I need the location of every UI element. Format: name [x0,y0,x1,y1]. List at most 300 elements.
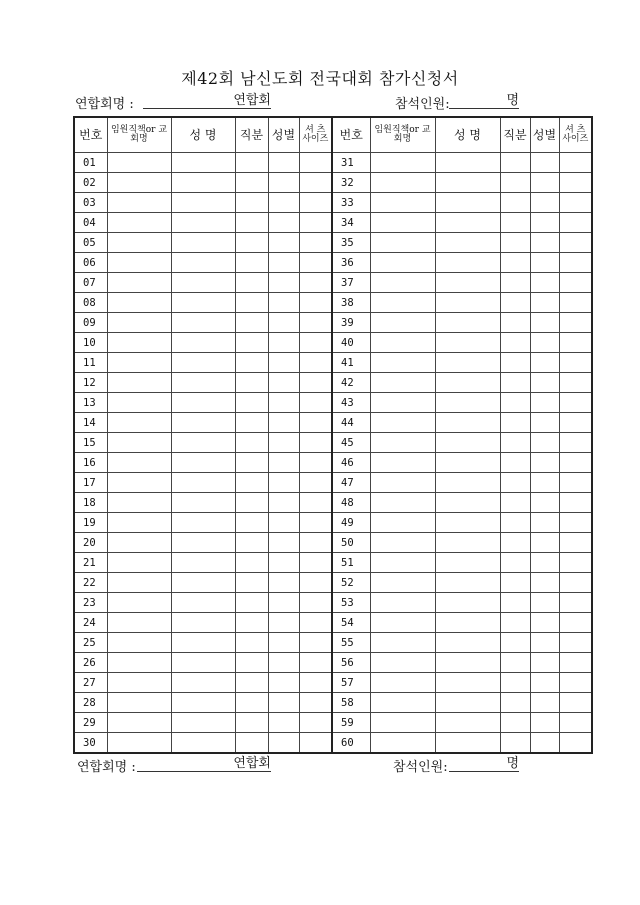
role-cell[interactable] [107,453,171,473]
shirt-size-cell[interactable] [299,313,332,333]
attendance-field[interactable]: 명 [449,93,519,109]
position-cell[interactable] [235,293,268,313]
shirt-size-cell[interactable] [299,273,332,293]
shirt-size-cell[interactable] [299,733,332,754]
shirt-size-cell[interactable] [299,373,332,393]
gender-cell[interactable] [268,693,299,713]
shirt-size-cell[interactable] [299,173,332,193]
role-cell[interactable] [370,533,435,553]
shirt-size-cell[interactable] [299,513,332,533]
gender-cell[interactable] [268,653,299,673]
role-cell[interactable] [370,253,435,273]
position-cell[interactable] [235,593,268,613]
gender-cell[interactable] [530,393,559,413]
shirt-size-cell[interactable] [299,673,332,693]
shirt-size-cell[interactable] [299,713,332,733]
role-cell[interactable] [107,293,171,313]
role-cell[interactable] [370,653,435,673]
gender-cell[interactable] [530,493,559,513]
position-cell[interactable] [235,313,268,333]
name-cell[interactable] [435,313,500,333]
position-cell[interactable] [500,733,530,754]
position-cell[interactable] [500,573,530,593]
gender-cell[interactable] [268,413,299,433]
role-cell[interactable] [107,653,171,673]
name-cell[interactable] [435,573,500,593]
position-cell[interactable] [235,413,268,433]
position-cell[interactable] [235,693,268,713]
name-cell[interactable] [171,553,235,573]
position-cell[interactable] [500,433,530,453]
position-cell[interactable] [235,393,268,413]
role-cell[interactable] [107,433,171,453]
gender-cell[interactable] [268,353,299,373]
role-cell[interactable] [370,673,435,693]
position-cell[interactable] [235,433,268,453]
gender-cell[interactable] [268,333,299,353]
shirt-size-cell[interactable] [559,613,592,633]
role-cell[interactable] [107,473,171,493]
role-cell[interactable] [370,633,435,653]
role-cell[interactable] [107,193,171,213]
shirt-size-cell[interactable] [299,593,332,613]
gender-cell[interactable] [530,213,559,233]
name-cell[interactable] [435,273,500,293]
name-cell[interactable] [171,493,235,513]
gender-cell[interactable] [530,233,559,253]
position-cell[interactable] [500,373,530,393]
role-cell[interactable] [370,593,435,613]
shirt-size-cell[interactable] [299,553,332,573]
role-cell[interactable] [107,553,171,573]
gender-cell[interactable] [268,173,299,193]
name-cell[interactable] [435,673,500,693]
shirt-size-cell[interactable] [299,413,332,433]
name-cell[interactable] [435,553,500,573]
position-cell[interactable] [500,193,530,213]
position-cell[interactable] [235,673,268,693]
position-cell[interactable] [235,733,268,754]
role-cell[interactable] [370,293,435,313]
name-cell[interactable] [171,253,235,273]
shirt-size-cell[interactable] [299,613,332,633]
shirt-size-cell[interactable] [559,373,592,393]
shirt-size-cell[interactable] [559,473,592,493]
position-cell[interactable] [500,613,530,633]
gender-cell[interactable] [530,193,559,213]
gender-cell[interactable] [268,713,299,733]
gender-cell[interactable] [530,633,559,653]
role-cell[interactable] [370,233,435,253]
name-cell[interactable] [435,493,500,513]
shirt-size-cell[interactable] [559,393,592,413]
name-cell[interactable] [435,253,500,273]
name-cell[interactable] [171,393,235,413]
position-cell[interactable] [235,153,268,173]
role-cell[interactable] [370,573,435,593]
shirt-size-cell[interactable] [559,153,592,173]
name-cell[interactable] [435,233,500,253]
name-cell[interactable] [171,213,235,233]
gender-cell[interactable] [530,613,559,633]
role-cell[interactable] [370,433,435,453]
position-cell[interactable] [235,613,268,633]
role-cell[interactable] [107,353,171,373]
position-cell[interactable] [235,493,268,513]
position-cell[interactable] [500,513,530,533]
gender-cell[interactable] [268,493,299,513]
name-cell[interactable] [171,433,235,453]
name-cell[interactable] [171,633,235,653]
shirt-size-cell[interactable] [559,593,592,613]
gender-cell[interactable] [530,573,559,593]
gender-cell[interactable] [268,233,299,253]
position-cell[interactable] [500,413,530,433]
role-cell[interactable] [370,353,435,373]
shirt-size-cell[interactable] [559,733,592,754]
shirt-size-cell[interactable] [559,513,592,533]
gender-cell[interactable] [268,153,299,173]
position-cell[interactable] [235,193,268,213]
shirt-size-cell[interactable] [559,433,592,453]
gender-cell[interactable] [268,553,299,573]
name-cell[interactable] [171,693,235,713]
shirt-size-cell[interactable] [299,633,332,653]
shirt-size-cell[interactable] [299,433,332,453]
role-cell[interactable] [107,313,171,333]
shirt-size-cell[interactable] [559,333,592,353]
name-cell[interactable] [171,573,235,593]
role-cell[interactable] [370,153,435,173]
position-cell[interactable] [500,153,530,173]
shirt-size-cell[interactable] [299,253,332,273]
role-cell[interactable] [107,253,171,273]
shirt-size-cell[interactable] [299,533,332,553]
role-cell[interactable] [107,613,171,633]
gender-cell[interactable] [268,573,299,593]
role-cell[interactable] [370,733,435,754]
position-cell[interactable] [500,253,530,273]
role-cell[interactable] [370,473,435,493]
gender-cell[interactable] [268,473,299,493]
role-cell[interactable] [107,173,171,193]
gender-cell[interactable] [530,453,559,473]
name-cell[interactable] [171,333,235,353]
gender-cell[interactable] [530,473,559,493]
gender-cell[interactable] [530,293,559,313]
shirt-size-cell[interactable] [559,713,592,733]
position-cell[interactable] [235,373,268,393]
name-cell[interactable] [435,373,500,393]
gender-cell[interactable] [530,533,559,553]
gender-cell[interactable] [268,593,299,613]
name-cell[interactable] [171,353,235,373]
shirt-size-cell[interactable] [559,553,592,573]
position-cell[interactable] [500,553,530,573]
shirt-size-cell[interactable] [559,653,592,673]
gender-cell[interactable] [268,373,299,393]
name-cell[interactable] [435,193,500,213]
name-cell[interactable] [171,673,235,693]
name-cell[interactable] [171,613,235,633]
name-cell[interactable] [171,533,235,553]
shirt-size-cell[interactable] [299,573,332,593]
role-cell[interactable] [370,513,435,533]
role-cell[interactable] [370,413,435,433]
position-cell[interactable] [500,173,530,193]
name-cell[interactable] [171,713,235,733]
role-cell[interactable] [370,313,435,333]
gender-cell[interactable] [530,713,559,733]
gender-cell[interactable] [530,353,559,373]
role-cell[interactable] [107,213,171,233]
position-cell[interactable] [235,233,268,253]
shirt-size-cell[interactable] [559,293,592,313]
gender-cell[interactable] [530,513,559,533]
name-cell[interactable] [171,193,235,213]
gender-cell[interactable] [530,373,559,393]
position-cell[interactable] [500,493,530,513]
name-cell[interactable] [435,393,500,413]
name-cell[interactable] [435,653,500,673]
union-field[interactable]: 연합회 [143,93,271,109]
shirt-size-cell[interactable] [299,453,332,473]
role-cell[interactable] [107,373,171,393]
position-cell[interactable] [500,213,530,233]
role-cell[interactable] [107,693,171,713]
shirt-size-cell[interactable] [559,693,592,713]
shirt-size-cell[interactable] [559,233,592,253]
role-cell[interactable] [107,733,171,754]
position-cell[interactable] [235,513,268,533]
position-cell[interactable] [235,273,268,293]
position-cell[interactable] [500,353,530,373]
role-cell[interactable] [107,233,171,253]
name-cell[interactable] [435,693,500,713]
gender-cell[interactable] [268,673,299,693]
shirt-size-cell[interactable] [299,333,332,353]
gender-cell[interactable] [530,733,559,754]
gender-cell[interactable] [268,313,299,333]
shirt-size-cell[interactable] [559,253,592,273]
name-cell[interactable] [435,713,500,733]
shirt-size-cell[interactable] [299,213,332,233]
position-cell[interactable] [235,173,268,193]
name-cell[interactable] [171,153,235,173]
gender-cell[interactable] [530,333,559,353]
shirt-size-cell[interactable] [559,213,592,233]
position-cell[interactable] [235,333,268,353]
position-cell[interactable] [235,253,268,273]
position-cell[interactable] [235,533,268,553]
role-cell[interactable] [107,393,171,413]
shirt-size-cell[interactable] [559,633,592,653]
role-cell[interactable] [107,513,171,533]
name-cell[interactable] [435,633,500,653]
shirt-size-cell[interactable] [559,193,592,213]
role-cell[interactable] [107,413,171,433]
shirt-size-cell[interactable] [559,173,592,193]
name-cell[interactable] [171,413,235,433]
role-cell[interactable] [370,373,435,393]
position-cell[interactable] [235,573,268,593]
shirt-size-cell[interactable] [559,273,592,293]
role-cell[interactable] [107,493,171,513]
shirt-size-cell[interactable] [299,353,332,373]
name-cell[interactable] [171,593,235,613]
position-cell[interactable] [235,653,268,673]
role-cell[interactable] [107,153,171,173]
position-cell[interactable] [235,453,268,473]
role-cell[interactable] [107,593,171,613]
gender-cell[interactable] [530,253,559,273]
shirt-size-cell[interactable] [299,473,332,493]
role-cell[interactable] [107,573,171,593]
name-cell[interactable] [171,733,235,754]
position-cell[interactable] [500,233,530,253]
shirt-size-cell[interactable] [299,393,332,413]
position-cell[interactable] [235,213,268,233]
name-cell[interactable] [171,293,235,313]
gender-cell[interactable] [268,293,299,313]
name-cell[interactable] [435,593,500,613]
name-cell[interactable] [435,533,500,553]
gender-cell[interactable] [268,533,299,553]
name-cell[interactable] [171,473,235,493]
gender-cell[interactable] [268,393,299,413]
shirt-size-cell[interactable] [299,233,332,253]
name-cell[interactable] [171,313,235,333]
role-cell[interactable] [370,453,435,473]
gender-cell[interactable] [530,413,559,433]
position-cell[interactable] [500,273,530,293]
position-cell[interactable] [500,293,530,313]
gender-cell[interactable] [530,173,559,193]
shirt-size-cell[interactable] [299,193,332,213]
shirt-size-cell[interactable] [299,153,332,173]
position-cell[interactable] [500,713,530,733]
position-cell[interactable] [500,453,530,473]
shirt-size-cell[interactable] [559,493,592,513]
role-cell[interactable] [370,693,435,713]
position-cell[interactable] [500,393,530,413]
role-cell[interactable] [370,393,435,413]
name-cell[interactable] [435,473,500,493]
position-cell[interactable] [500,653,530,673]
gender-cell[interactable] [530,653,559,673]
role-cell[interactable] [107,673,171,693]
name-cell[interactable] [435,353,500,373]
position-cell[interactable] [500,593,530,613]
position-cell[interactable] [500,673,530,693]
gender-cell[interactable] [530,273,559,293]
name-cell[interactable] [435,153,500,173]
role-cell[interactable] [370,193,435,213]
gender-cell[interactable] [530,553,559,573]
gender-cell[interactable] [268,253,299,273]
position-cell[interactable] [235,473,268,493]
role-cell[interactable] [107,713,171,733]
name-cell[interactable] [435,213,500,233]
position-cell[interactable] [235,713,268,733]
gender-cell[interactable] [530,593,559,613]
name-cell[interactable] [435,333,500,353]
shirt-size-cell[interactable] [299,493,332,513]
gender-cell[interactable] [530,673,559,693]
gender-cell[interactable] [268,273,299,293]
name-cell[interactable] [435,733,500,754]
name-cell[interactable] [435,613,500,633]
name-cell[interactable] [171,453,235,473]
name-cell[interactable] [171,273,235,293]
role-cell[interactable] [107,633,171,653]
shirt-size-cell[interactable] [559,313,592,333]
shirt-size-cell[interactable] [559,413,592,433]
position-cell[interactable] [500,333,530,353]
gender-cell[interactable] [268,213,299,233]
role-cell[interactable] [370,213,435,233]
position-cell[interactable] [500,693,530,713]
name-cell[interactable] [435,513,500,533]
gender-cell[interactable] [268,633,299,653]
shirt-size-cell[interactable] [299,293,332,313]
role-cell[interactable] [370,713,435,733]
position-cell[interactable] [500,313,530,333]
gender-cell[interactable] [268,453,299,473]
name-cell[interactable] [171,173,235,193]
shirt-size-cell[interactable] [559,453,592,473]
gender-cell[interactable] [268,733,299,754]
role-cell[interactable] [370,173,435,193]
position-cell[interactable] [235,353,268,373]
name-cell[interactable] [435,173,500,193]
position-cell[interactable] [500,633,530,653]
role-cell[interactable] [370,273,435,293]
gender-cell[interactable] [530,433,559,453]
name-cell[interactable] [435,293,500,313]
shirt-size-cell[interactable] [559,573,592,593]
name-cell[interactable] [171,373,235,393]
shirt-size-cell[interactable] [559,533,592,553]
shirt-size-cell[interactable] [299,653,332,673]
role-cell[interactable] [370,613,435,633]
role-cell[interactable] [107,533,171,553]
position-cell[interactable] [500,473,530,493]
role-cell[interactable] [107,273,171,293]
role-cell[interactable] [370,493,435,513]
gender-cell[interactable] [268,433,299,453]
gender-cell[interactable] [530,313,559,333]
position-cell[interactable] [235,633,268,653]
union-field[interactable]: 연합회 [137,756,271,772]
role-cell[interactable] [107,333,171,353]
gender-cell[interactable] [268,613,299,633]
gender-cell[interactable] [530,693,559,713]
name-cell[interactable] [171,513,235,533]
position-cell[interactable] [500,533,530,553]
name-cell[interactable] [435,433,500,453]
name-cell[interactable] [435,453,500,473]
name-cell[interactable] [435,413,500,433]
shirt-size-cell[interactable] [559,353,592,373]
role-cell[interactable] [370,333,435,353]
gender-cell[interactable] [268,193,299,213]
name-cell[interactable] [171,233,235,253]
role-cell[interactable] [370,553,435,573]
shirt-size-cell[interactable] [559,673,592,693]
name-cell[interactable] [171,653,235,673]
gender-cell[interactable] [268,513,299,533]
